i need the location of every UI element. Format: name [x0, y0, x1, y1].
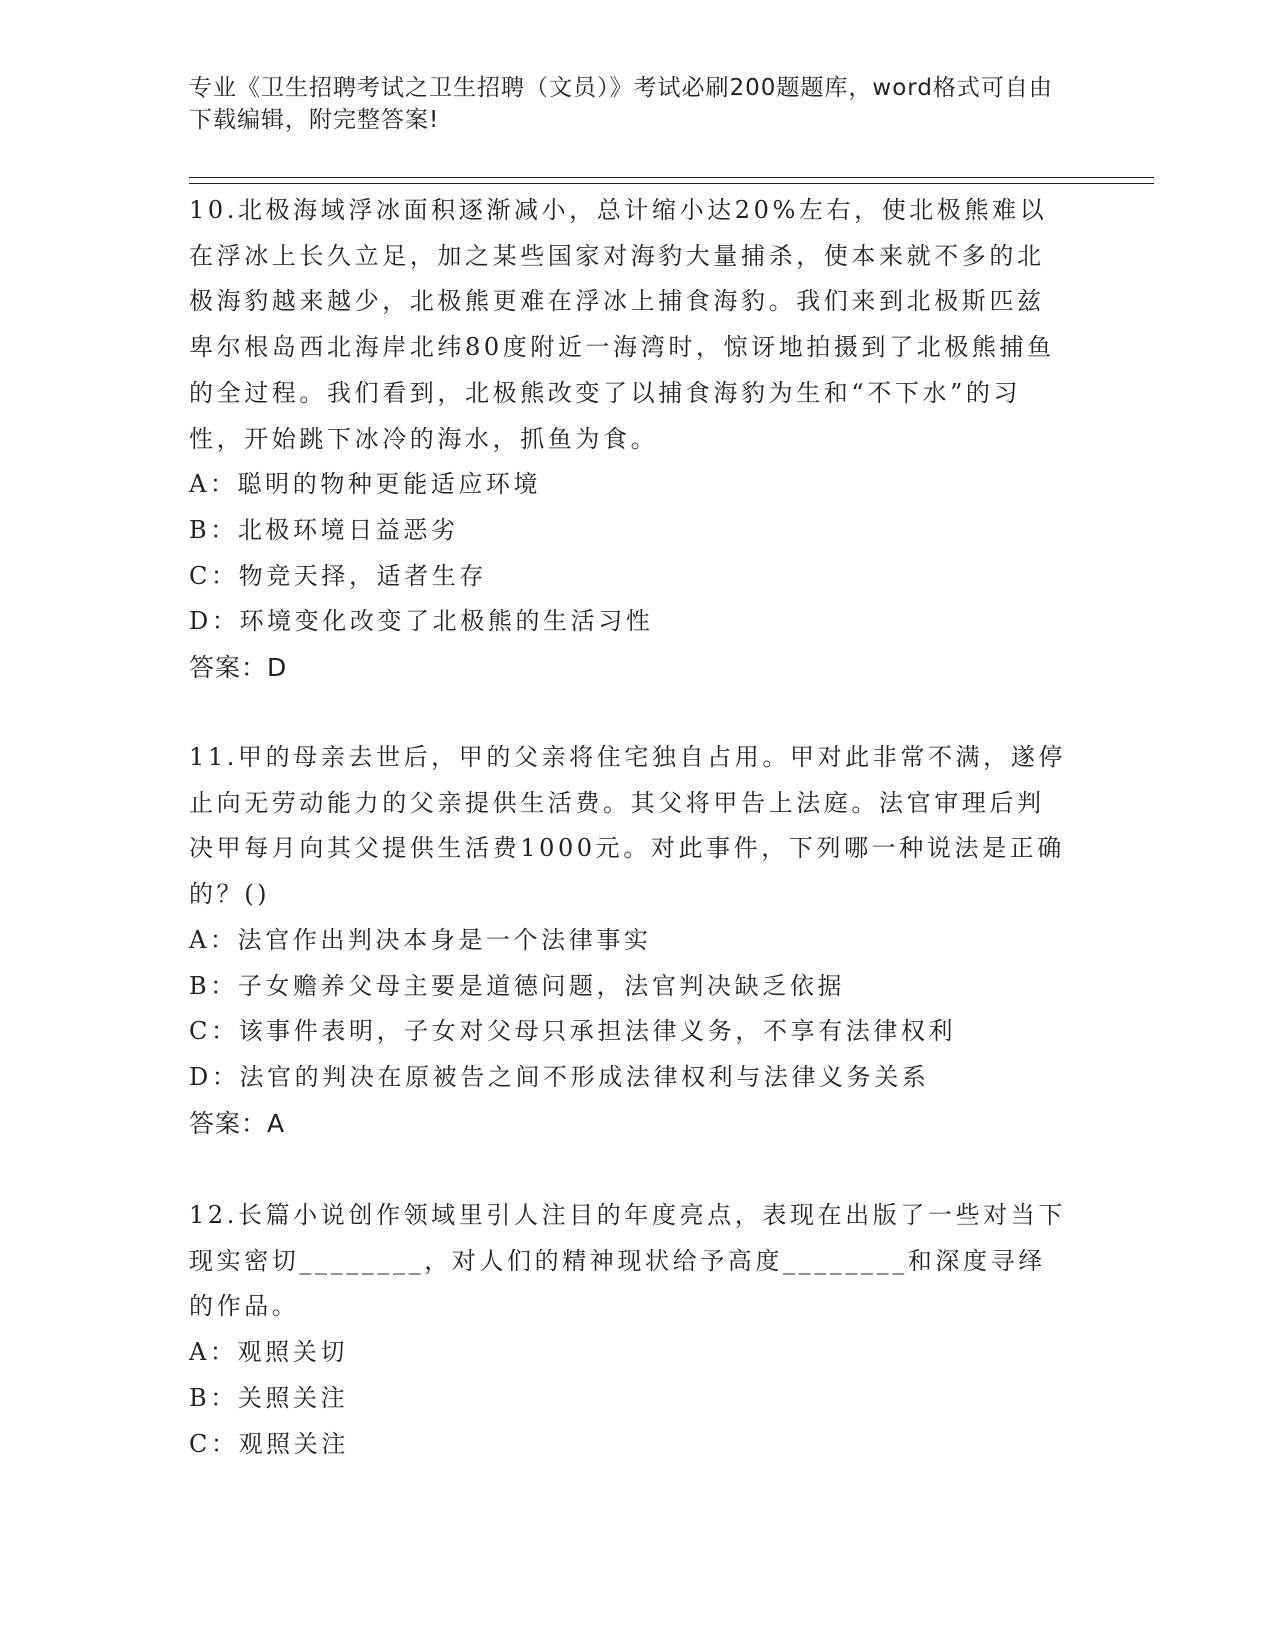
- option-c: C：物竞天择，适者生存: [189, 561, 487, 590]
- option-b: B：北极环境日益恶劣: [189, 515, 459, 544]
- option-d: D：环境变化改变了北极熊的生活习性: [189, 607, 654, 636]
- option-a: A：法官作出判决本身是一个法律事实: [189, 925, 652, 954]
- option-a: A：聪明的物种更能适应环境: [189, 470, 542, 499]
- option-c: C：该事件表明，子女对父母只承担法律义务，不享有法律权利: [189, 1017, 957, 1046]
- header-divider-top: [189, 177, 1154, 178]
- option-a: A：观照关切: [189, 1338, 348, 1367]
- question-11: [189, 735, 1069, 1146]
- question-12: [189, 1193, 1069, 1467]
- question-stem: 10.北极海域浮冰面积逐渐减小，总计缩小达20%左右，使北极熊难以在浮冰上长久立足，加之某些国家对海豹大量捕杀，使本来就不多的北极海豹越来越少，北极熊更难在浮冰上捕食海豹。我们来到北极斯匹兹卑尔根岛西北海岸北纬80度附近一海湾时，惊讶地拍摄到了北极熊捕鱼的全过程。我们看到，北极熊改变了以捕食海豹为生和“不下水”的习性，开始跳下冰冷的海水，抓鱼为食。: [189, 196, 1055, 453]
- answer-label: 答案：A: [189, 1108, 286, 1138]
- header-divider-bottom: [189, 183, 1154, 184]
- question-stem: 12.长篇小说创作领域里引人注目的年度亮点，表现在出版了一些对当下现实密切________，对人们的精神现状给予高度________和深度寻绎的作品。: [189, 1201, 1066, 1321]
- option-b: B：子女赡养父母主要是道德问题，法官判决缺乏依据: [189, 971, 846, 1000]
- question-stem: 11.甲的母亲去世后，甲的父亲将住宅独自占用。甲对此非常不满，遂停止向无劳动能力的父亲提供生活费。其父将甲告上法庭。法官审理后判决甲每月向其父提供生活费1000元。对此事件，下列哪一种说法是正确的？(): [189, 743, 1066, 909]
- option-b: B：关照关注: [189, 1383, 349, 1412]
- option-d: D：法官的判决在原被告之间不形成法律权利与法律义务关系: [189, 1062, 930, 1091]
- answer-label: 答案：D: [189, 653, 288, 683]
- question-10: [189, 188, 1069, 691]
- document-header: 专业《卫生招聘考试之卫生招聘（文员）》考试必刷200题题库，word格式可自由下载编辑，附完整答案!: [189, 75, 1053, 133]
- option-c: C：观照关注: [189, 1429, 349, 1458]
